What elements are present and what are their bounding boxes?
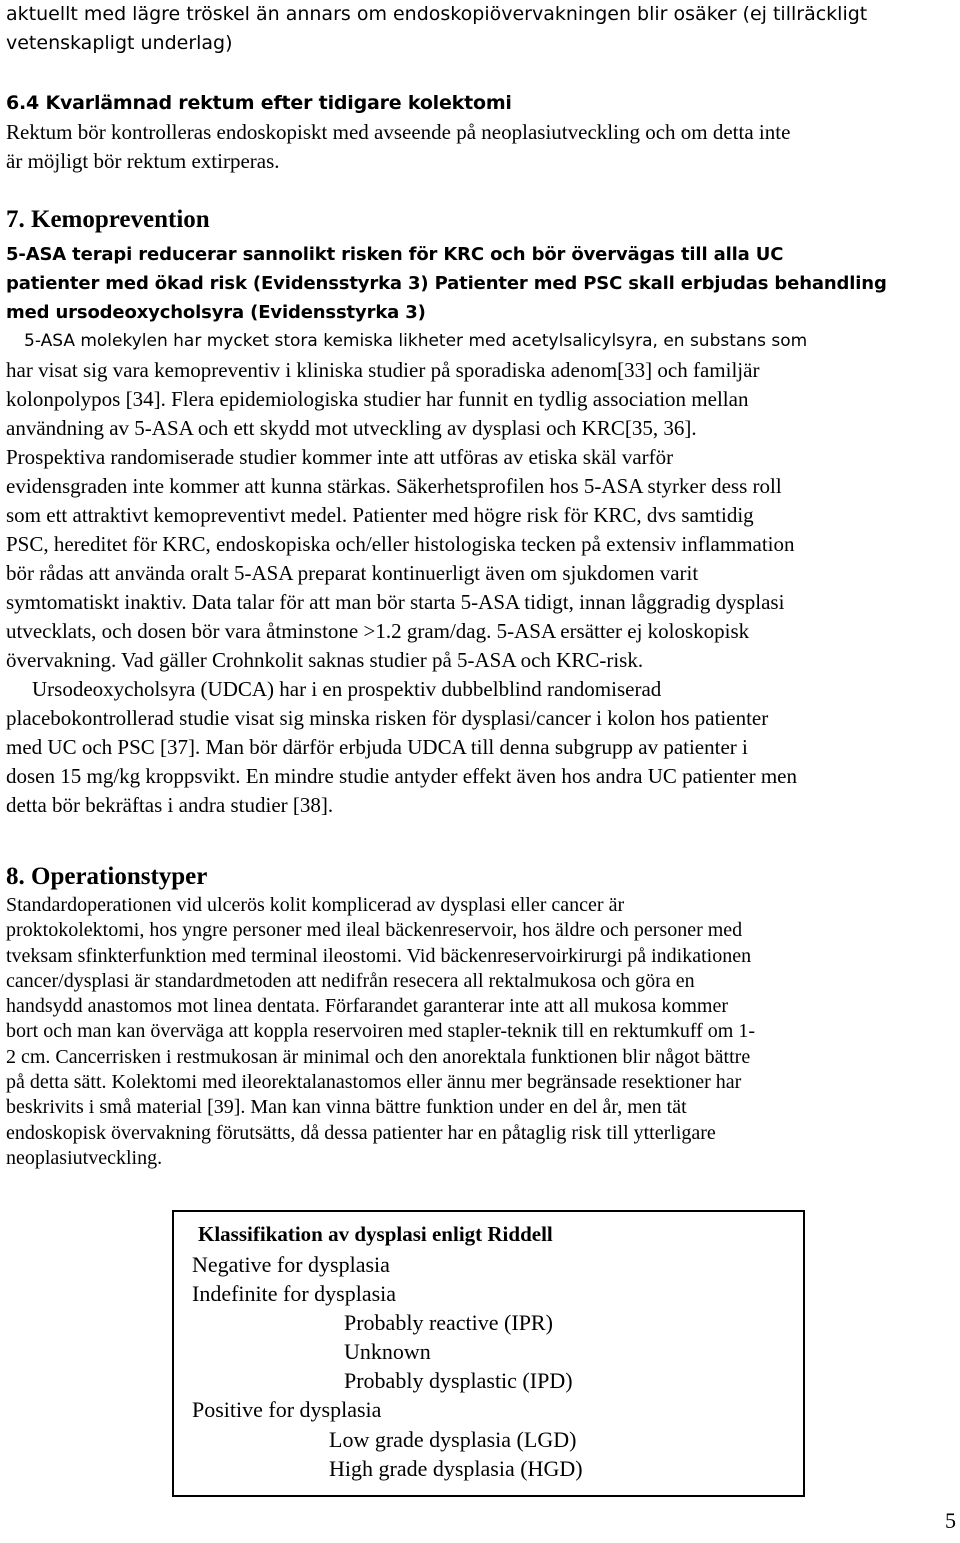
text-line: på detta sätt. Kolektomi med ileorektalanastomos eller ännu mer begränsade resektioner har [6,1071,742,1094]
section-7-body [6,356,797,820]
text-line: 5-ASA molekylen har mycket stora kemiska likheter med acetylsalicylsyra, en substans som [24,331,808,351]
text-line: med UC och PSC [37]. Man bör därför erbjuda UDCA till denna subgrupp av patienter i [6,735,748,759]
text-line: endoskopisk övervakning förutsätts, då dessa patienter har en påtaglig risk till ytterligare [6,1121,716,1144]
section-6-4-heading: 6.4 Kvarlämnad rektum efter tidigare kolektomi [6,92,512,114]
positive-subitem: Low grade dysplasia (LGD) [329,1427,577,1452]
section-7-sans-line [6,327,807,356]
text-line: utvecklats, och dosen bör vara åtminstone >1.2 gram/dag. 5-ASA ersätter ej koloskopisk [6,619,750,643]
section-8-body [6,893,755,1171]
text-line: cancer/dysplasi är standardmetoden att nedifrån resecera all rektalmukosa och göra en [6,969,695,992]
positive-for-dysplasia: Positive for dysplasia [192,1397,382,1422]
section-7-heading: 7. Kemoprevention [6,206,210,233]
text-line: handsydd anastomos mot linea dentata. Förfarandet garanterar inte att all mukosa kommer [6,995,728,1018]
text-line: som ett attraktivt kemopreventivt medel. Patienter med högre risk för KRC, dvs samtidig [6,503,754,527]
text-line: symtomatiskt inaktiv. Data talar för att man bör starta 5-ASA tidigt, innan låggradig dysplasi [6,590,785,614]
text-line: patienter med ökad risk (Evidensstyrka 3) Patienter med PSC skall erbjudas behandling [6,273,887,294]
text-line: Prospektiva randomiserade studier kommer inte att utföras av etiska skäl varför [6,445,674,469]
section-7-summary [6,240,887,327]
text-line: detta bör bekräftas i andra studier [38]. [6,793,334,817]
text-line: bör rådas att använda oralt 5-ASA preparat kontinuerligt även om sjukdomen varit [6,561,699,585]
text-line: evidensgraden inte kommer att kunna stärkas. Säkerhetsprofilen hos 5-ASA styrker dess roll [6,474,782,498]
text-line: beskrivits i små material [39]. Man kan vinna bättre funktion under en del år, men tät [6,1096,687,1119]
section-8-heading: 8. Operationstyper [6,863,208,890]
text-line: aktuellt med lägre tröskel än annars om endoskopiövervakningen blir osäker (ej tillräckligt [6,3,868,25]
riddell-box-title: Klassifikation av dysplasi enligt Riddell [198,1222,553,1246]
text-line: har visat sig vara kemopreventiv i kliniska studier på sporadiska adenom[33] och familjär [6,358,760,382]
text-line: proktokolektomi, hos yngre personer med ileal bäckenreservoir, hos äldre och personer med [6,919,743,942]
text-line: dosen 15 mg/kg kroppsvikt. En mindre studie antyder effekt även hos andra UC patienter men [6,764,798,788]
negative-for-dysplasia: Negative for dysplasia [192,1252,390,1277]
indefinite-for-dysplasia: Indefinite for dysplasia [192,1281,397,1306]
text-line: Standardoperationen vid ulcerös kolit komplicerad av dysplasi eller cancer är [6,894,625,916]
riddell-classification-box [172,1210,805,1497]
text-line: 5-ASA terapi reducerar sannolikt risken för KRC och bör övervägas till alla UC [6,244,784,265]
text-line: är möjligt bör rektum extirperas. [6,149,280,173]
text-line: Ursodeoxycholsyra (UDCA) har i en prospektiv dubbelblind randomiserad [32,677,662,701]
text-line: PSC, hereditet för KRC, endoskopiska och/eller histologiska tecken på extensiv inflammation [6,532,795,556]
text-line: 2 cm. Cancerrisken i restmukosan är minimal och den anorektala funktionen blir något bättre [6,1045,751,1068]
text-line: vetenskapligt underlag) [6,32,233,54]
indefinite-subitem: Unknown [344,1339,431,1364]
intro-paragraph [6,0,867,58]
text-line: övervakning. Vad gäller Crohnkolit saknas studier på 5-ASA och KRC-risk. [6,648,644,672]
section-6-4 [6,89,790,176]
text-line: neoplasiutveckling. [6,1146,163,1169]
page-number: 5 [945,1508,956,1533]
indefinite-subitem: Probably dysplastic (IPD) [344,1368,573,1393]
text-line: med ursodeoxycholsyra (Evidensstyrka 3) [6,302,426,323]
text-line: bort och man kan överväga att koppla reservoiren med stapler-teknik till en rektumkuff om 1- [6,1020,755,1043]
text-line: kolonpolypos [34]. Flera epidemiologiska studier har funnit en tydlig association mellan [6,387,749,411]
positive-subitem: High grade dysplasia (HGD) [329,1456,583,1481]
text-line: tveksam sfinkterfunktion med terminal ileostomi. Vid bäckenreservoirkirurgi på indikationen [6,944,752,967]
text-line: Rektum bör kontrolleras endoskopiskt med avseende på neoplasiutveckling och om detta inte [6,120,791,144]
text-line: användning av 5-ASA och ett skydd mot utveckling av dysplasi och KRC[35, 36]. [6,416,697,440]
indefinite-subitem: Probably reactive (IPR) [344,1310,553,1335]
text-line: placebokontrollerad studie visat sig minska risken för dysplasi/cancer i kolon hos patienter [6,706,769,730]
